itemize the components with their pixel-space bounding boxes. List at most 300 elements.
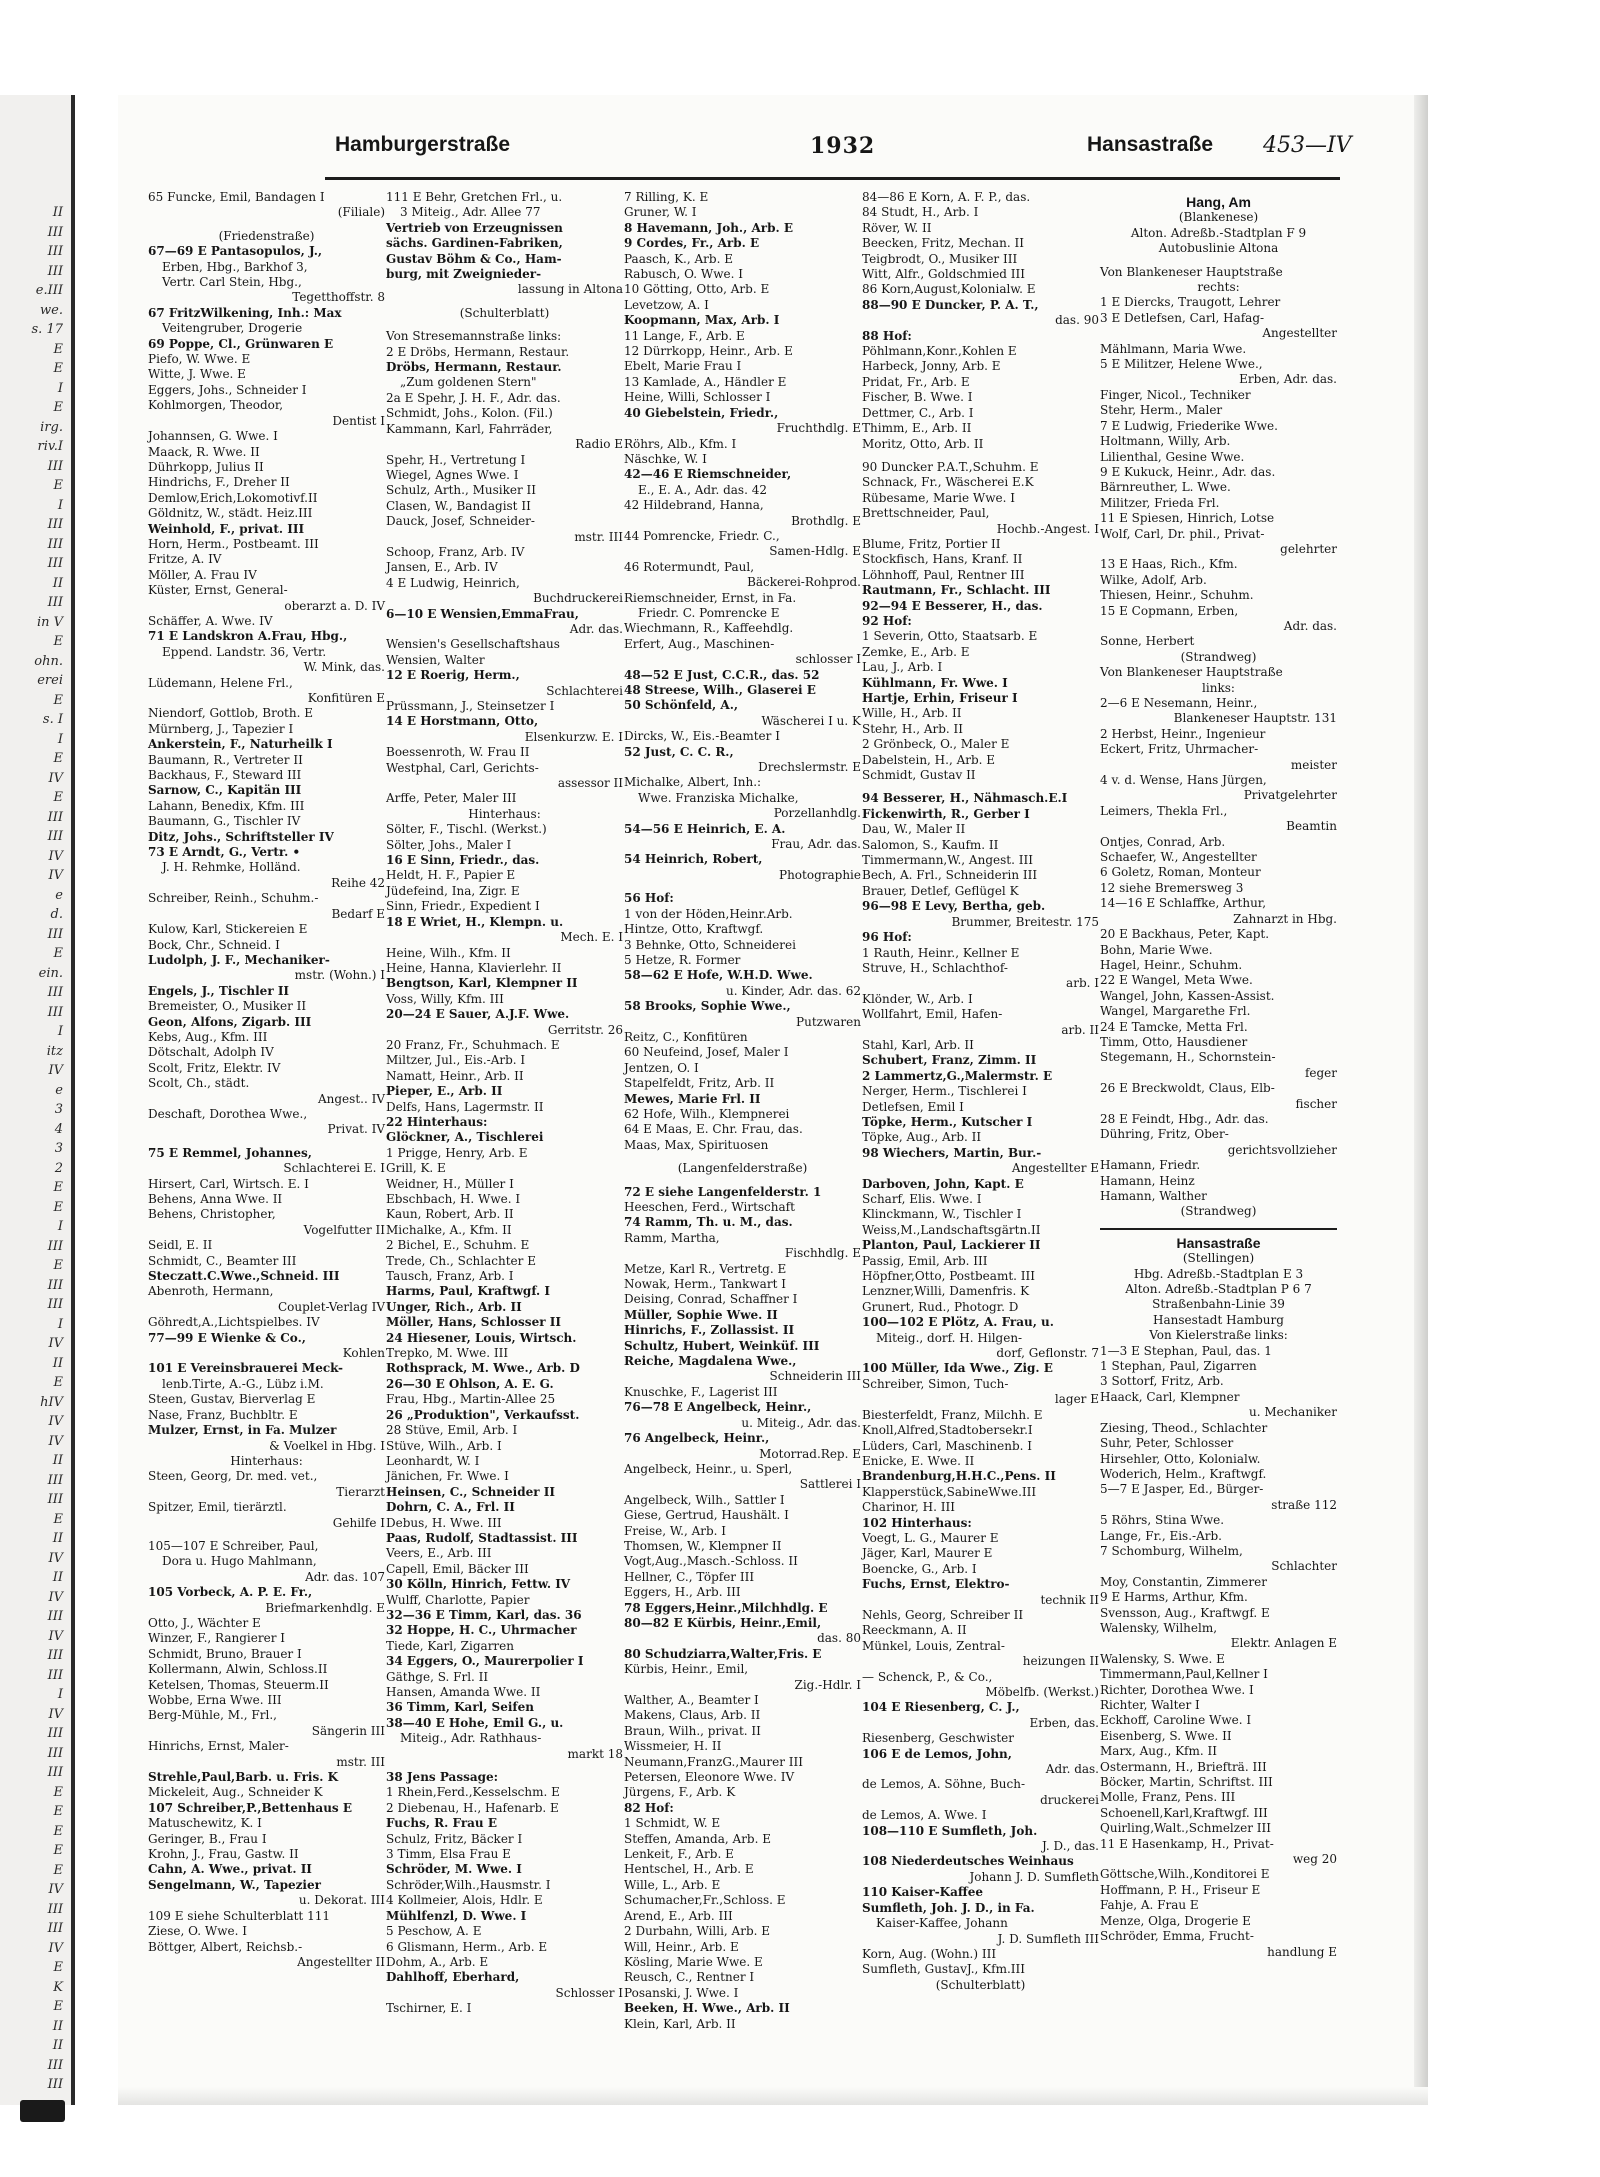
page-bottom-shade: [118, 2087, 1428, 2105]
prev-page-fragment: I: [57, 731, 63, 747]
prev-page-fragment: E: [53, 1843, 63, 1858]
directory-entry: (Schulterblatt): [935, 1977, 1026, 1992]
directory-entry: Niendorf, Gottlob, Broth. E: [148, 706, 313, 721]
directory-entry: Frau, Hbg., Martin-Allee 25: [386, 1392, 556, 1407]
directory-entry: 108—110 E Sumfleth, Joh.: [862, 1823, 1038, 1838]
directory-entry: Mählmann, Maria Wwe.: [1100, 341, 1247, 356]
directory-entry: Quirling,Walt.,Schmelzer III: [1100, 1821, 1271, 1836]
directory-entry: 4 Kollmeier, Alois, Hdlr. E: [386, 1893, 543, 1908]
directory-entry: Alton. Adreßb.-Stadtplan F 9: [1130, 225, 1307, 240]
directory-entry: 1 Prigge, Henry, Arb. E: [386, 1145, 528, 1160]
directory-entry: Scolt, Fritz, Elektr. IV: [148, 1060, 281, 1075]
directory-entry: [386, 298, 623, 306]
directory-entry: Göttsche,Wilh.,Konditorei E: [1100, 1867, 1270, 1882]
directory-entry: 84 Studt, H., Arb. I: [862, 205, 979, 220]
directory-entry: Eisenberg, S. Wwe. II: [1100, 1728, 1232, 1743]
directory-entry: 101 E Vereinsbrauerei Meck-: [148, 1361, 343, 1376]
directory-entry: 67 FritzWilkening, Inh.: Max: [148, 305, 342, 320]
directory-entry: Töpke, Aug., Arb. II: [862, 1130, 982, 1145]
directory-entry: Göldnitz, W., städt. Heiz.III: [148, 506, 313, 521]
directory-entry: 80 Schudziarra,Walter,Fris. E: [624, 1646, 822, 1661]
directory-entry: Angestellter II: [297, 1954, 385, 1969]
directory-entry: Steczatt.C.Wwe.,Schneid. III: [148, 1269, 340, 1284]
prev-page-fragment: itz: [46, 1043, 63, 1059]
prev-page-fragment: 4: [54, 1121, 63, 1137]
prev-page-fragment: II: [52, 2018, 63, 2034]
directory-entry: 26 „Produktion", Verkaufsst.: [386, 1407, 580, 1422]
directory-entry: Wissmeier, H. II: [624, 1739, 722, 1754]
directory-entry: Möller, Hans, Schlosser II: [386, 1315, 561, 1330]
directory-entry: Metze, Karl R., Vertretg. E: [624, 1261, 787, 1276]
directory-entry: 76 Angelbeck, Heinr.,: [624, 1431, 770, 1446]
directory-entry: Ontjes, Conrad, Arb.: [1100, 834, 1226, 849]
directory-entry: Arffe, Peter, Maler III: [386, 791, 517, 806]
prev-page-fragment: I: [57, 497, 63, 513]
directory-entry: Fischhdlg. E: [784, 1246, 861, 1261]
book-gutter-edge: [71, 95, 75, 2105]
directory-entry: 6 Goletz, Roman, Monteur: [1100, 865, 1261, 880]
directory-entry: Putzwaren: [796, 1014, 861, 1029]
directory-entry: Giese, Gertrud, Haushält. I: [624, 1508, 789, 1523]
directory-entry: 32—36 E Timm, Karl, das. 36: [386, 1607, 582, 1622]
directory-entry: 88 Hof:: [862, 328, 912, 343]
prev-page-fragment: in V: [36, 614, 63, 630]
directory-entry: (Friedenstraße): [218, 228, 315, 243]
directory-entry: [862, 452, 1099, 460]
directory-entry: Münkel, Louis, Zentral-: [862, 1638, 1005, 1653]
directory-entry: Eppend. Landstr. 36, Vertr.: [162, 644, 327, 659]
directory-entry: Lahann, Benedix, Kfm. III: [148, 798, 305, 813]
directory-entry: Reitz, C., Konfitüren: [624, 1029, 748, 1044]
directory-entry: 1—3 E Stephan, Paul, das. 1: [1100, 1343, 1272, 1358]
directory-entry: Beecken, Fritz, Mechan. II: [862, 236, 1024, 251]
directory-entry: Friedr. C. Pomrencke E: [638, 605, 780, 620]
directory-entry: Koopmann, Max, Arb. I: [624, 313, 780, 328]
directory-entry: Sarnow, C., Kapitän III: [148, 783, 302, 798]
prev-page-fragment: E: [53, 692, 63, 708]
directory-entry: Sängerin III: [311, 1723, 385, 1738]
directory-entry: Ramm, Martha,: [624, 1230, 720, 1245]
directory-entry: Adr. das.: [1283, 618, 1337, 633]
directory-entry: 1 von der Höden,Heinr.Arb.: [624, 906, 793, 921]
directory-entry: Weinhold, F., privat. III: [148, 521, 305, 536]
prev-page-fragment: III: [47, 1745, 63, 1761]
directory-entry: u. Miteig., Adr. das.: [741, 1415, 861, 1430]
directory-entry: Brummer, Breitestr. 175: [951, 914, 1099, 929]
prev-page-fragment: II: [52, 575, 63, 591]
directory-entry: Hinrichs, F., Zollassist. II: [624, 1323, 795, 1338]
directory-entry: 1 Rhein,Ferd.,Kesselschm. E: [386, 1785, 560, 1800]
directory-entry: [624, 1177, 861, 1185]
directory-entry: 108 Niederdeutsches Weinhaus: [862, 1854, 1074, 1869]
directory-entry: Dühring, Fritz, Ober-: [1100, 1127, 1229, 1142]
prev-page-fragment: E: [53, 946, 63, 961]
directory-entry: Steffen, Amanda, Arb. E: [624, 1831, 771, 1846]
directory-entry: Voegt, L. G., Maurer E: [862, 1530, 999, 1545]
directory-entry: Berg-Mühle, M., Frl.,: [148, 1708, 277, 1723]
directory-entry: Boessenroth, W. Frau II: [386, 745, 530, 760]
prev-page-fragment: III: [47, 595, 63, 610]
directory-entry: 11 E Spiesen, Hinrich, Lotse: [1100, 511, 1275, 526]
directory-entry: 24 E Tamcke, Metta Frl.: [1100, 1019, 1248, 1034]
directory-entry: Hinterhaus:: [230, 1453, 303, 1468]
directory-entry: 46 Rotermundt, Paul,: [624, 559, 755, 574]
directory-entry: Eggers, H., Arb. III: [624, 1585, 741, 1600]
directory-entry: Bremeister, O., Musiker II: [148, 999, 307, 1014]
prev-page-fragment: IV: [48, 1336, 63, 1351]
directory-entry: Hoffmann, P. H., Friseur E: [1100, 1882, 1261, 1897]
prev-page-fragment: III: [47, 244, 63, 259]
directory-entry: Elektr. Anlagen E: [1230, 1636, 1337, 1651]
directory-entry: gelehrter: [1280, 541, 1337, 556]
directory-entry: Paasch, K., Arb. E: [624, 251, 733, 266]
directory-entry: 92—94 E Besserer, H., das.: [862, 598, 1043, 613]
directory-entry: Thiesen, Heinr., Schuhm.: [1100, 588, 1254, 603]
directory-entry: 13 Kamlade, A., Händler E: [624, 374, 787, 389]
directory-entry: Prüssmann, J., Steinsetzer I: [386, 699, 555, 713]
prev-page-fragment: E: [53, 1511, 63, 1527]
directory-entry: Schneiderin III: [769, 1369, 861, 1384]
directory-entry: Nase, Franz, Buchbltr. E: [148, 1407, 298, 1422]
directory-entry: Engels, J., Tischler II: [148, 983, 290, 998]
directory-entry: Schreiber, Simon, Tuch-: [862, 1376, 1009, 1391]
directory-entry: Riemschneider, Ernst, in Fa.: [624, 590, 797, 605]
header-street-left: Hamburgerstraße: [335, 133, 511, 156]
directory-entry: technik II: [1040, 1592, 1099, 1607]
directory-entry: Boencke, G., Arb. I: [862, 1561, 977, 1576]
directory-entry: meister: [1290, 757, 1337, 772]
directory-entry: Angestellter E: [1011, 1161, 1099, 1176]
directory-entry: Sengelmann, W., Tapezier: [148, 1877, 321, 1892]
prev-page-fragment: E: [53, 751, 63, 766]
directory-entry: Walensky, S. Wwe. E: [1100, 1651, 1225, 1666]
directory-entry: Ziese, O. Wwe. I: [148, 1924, 248, 1939]
directory-entry: Brandenburg,H.H.C.,Pens. II: [862, 1469, 1056, 1484]
directory-entry: Will, Heinr., Arb. E: [624, 1939, 739, 1954]
directory-entry: Korn, Aug. (Wohn.) III: [862, 1946, 997, 1961]
directory-entry: 102 Hinterhaus:: [862, 1515, 972, 1530]
directory-entry: Haack, Carl, Klempner: [1100, 1389, 1240, 1404]
directory-entry: Backhaus, F., Steward III: [148, 768, 302, 783]
directory-entry: J. H. Rehmke, Holländ.: [162, 860, 301, 875]
directory-entry: Dabelstein, H., Arb. E: [862, 752, 996, 767]
directory-entry: Tiede, Karl, Zigarren: [386, 1638, 514, 1653]
directory-entry: Neumann,FranzG.,Maurer III: [624, 1754, 803, 1769]
directory-entry: Klinckmann, W., Tischler I: [862, 1207, 1022, 1222]
directory-entry: Steen, Gustav, Bierverlag E: [148, 1392, 316, 1407]
directory-entry: feger: [1304, 1065, 1337, 1080]
directory-entry: Pieper, E., Arb. II: [386, 1084, 503, 1099]
directory-entry: rechts:: [1197, 280, 1240, 295]
directory-entry: Baumann, G., Tischler IV: [148, 814, 301, 829]
directory-entry: Wille, L., Arb. E: [624, 1877, 721, 1892]
directory-entry: Sumfleth, Joh. J. D., in Fa.: [862, 1900, 1035, 1915]
directory-entry: 28 Stüve, Emil, Arb. I: [386, 1423, 518, 1438]
directory-entry: Heine, Willi, Schlosser I: [624, 390, 771, 405]
directory-entry: Harbeck, Jonny, Arb. E: [862, 359, 1001, 374]
directory-entry: [386, 321, 623, 329]
directory-entry: Wiechmann, R., Kaffeehdlg.: [624, 621, 794, 636]
directory-entry: Detlefsen, Emil I: [862, 1099, 964, 1114]
directory-entry: Wangel, Margarethe Frl.: [1100, 1004, 1251, 1019]
directory-entry: Eckhoff, Caroline Wwe. I: [1100, 1713, 1252, 1728]
directory-entry: Kösling, Marie Wwe. E: [624, 1954, 763, 1969]
directory-entry: 48 Streese, Wilh., Glaserei E: [624, 683, 816, 697]
directory-entry: Reeckmann, A. II: [862, 1623, 967, 1638]
directory-entry: Petersen, Eleonore Wwe. IV: [624, 1770, 795, 1785]
directory-entry: gerichtsvollzieher: [1227, 1142, 1337, 1157]
directory-entry: Svensson, Aug., Kraftwgf. E: [1100, 1605, 1270, 1620]
directory-entry: Timmermann,W., Angest. III: [862, 853, 1033, 868]
directory-entry: 90 Duncker P.A.T.,Schuhm. E: [862, 459, 1039, 474]
directory-entry: Reusch, C., Rentner I: [624, 1970, 755, 1985]
directory-entry: 62 Hofe, Wilh., Klempnerei: [624, 1106, 790, 1121]
directory-entry: Erben, Adr. das.: [1239, 372, 1337, 387]
directory-entry: 10 Götting, Otto, Arb. E: [624, 282, 770, 297]
directory-entry: handlung E: [1267, 1944, 1337, 1959]
prev-page-fragment: IV: [48, 1628, 63, 1644]
directory-entry: Debus, H. Wwe. III: [386, 1515, 502, 1530]
directory-entry: Menze, Olga, Drogerie E: [1100, 1913, 1251, 1928]
directory-entry: Maas, Max, Spirituosen: [624, 1137, 769, 1152]
directory-entry: E., E. A., Adr. das. 42: [638, 482, 767, 497]
directory-entry: Dora u. Hugo Mahlmann,: [162, 1554, 317, 1569]
directory-entry: (Blankenese): [1178, 210, 1259, 225]
directory-entry: Stapelfeldt, Fritz, Arb. II: [624, 1076, 775, 1091]
directory-entry: 2 E Dröbs, Hermann, Restaur.: [386, 344, 570, 359]
directory-entry: lager E: [1054, 1392, 1099, 1407]
directory-entry: 92 Hof:: [862, 613, 912, 628]
directory-entry: Hamann, Friedr.: [1100, 1158, 1201, 1173]
directory-entry: Fuchs, R. Frau E: [386, 1816, 497, 1831]
directory-entry: Witte, J. Wwe. E: [148, 367, 246, 382]
prev-page-fragment: III: [47, 1297, 63, 1312]
prev-page-fragment: III: [47, 1648, 63, 1663]
directory-entry: Fischer, B. Wwe. I: [862, 390, 973, 405]
directory-entry: Schultz, Hubert, Weinküf. III: [624, 1338, 820, 1353]
directory-entry: Löhnhoff, Paul, Rentner III: [862, 567, 1025, 582]
directory-entry: Schäffer, A. Wwe. IV: [148, 613, 273, 628]
directory-entry: Deschaft, Dorothea Wwe.,: [148, 1106, 308, 1121]
directory-entry: 1 Stephan, Paul, Zigarren: [1100, 1359, 1257, 1374]
prev-page-fragment: III: [47, 1238, 63, 1254]
prev-page-fragment: II: [52, 2038, 63, 2053]
directory-entry: Marx, Aug., Kfm. II: [1100, 1744, 1217, 1759]
directory-entry: Pridat, Fr., Arb. E: [862, 374, 970, 389]
directory-entry: Eckert, Fritz, Uhrmacher-: [1100, 742, 1259, 757]
directory-entry: Schröder, Emma, Frucht-: [1100, 1929, 1254, 1944]
directory-entry: assessor II: [557, 776, 623, 791]
directory-entry: Seidl, E. II: [148, 1238, 213, 1253]
directory-entry: Straßenbahn-Linie 39: [1152, 1297, 1285, 1312]
directory-entry: Sölter, F., Tischl. (Werkst.): [386, 822, 547, 837]
directory-entry: 52 Just, C. C. R.,: [624, 744, 734, 759]
directory-entry: Maack, R. Wwe. II: [148, 444, 260, 459]
directory-entry: Heine, Hanna, Klavierlehr. II: [386, 960, 562, 975]
directory-entry: Schlachterei E. I: [283, 1161, 385, 1176]
prev-page-fragment: E: [53, 1180, 63, 1195]
directory-entry: Dröbs, Hermann, Restaur.: [386, 360, 562, 375]
directory-entry: (Stellingen): [1182, 1251, 1255, 1266]
directory-entry: 38 Jens Passage:: [386, 1770, 499, 1785]
directory-entry: Von Kielerstraße links:: [1149, 1328, 1288, 1343]
header-rule: [325, 177, 1340, 180]
directory-entry: Rautmann, Fr., Schlacht. III: [862, 583, 1051, 598]
prev-page-fragment: II: [52, 205, 63, 220]
directory-entry: 111 E Behr, Gretchen Frl., u.: [386, 190, 563, 204]
directory-entry: markt 18: [567, 1746, 623, 1761]
directory-entry: Alton. Adreßb.-Stadtplan P 6 7: [1125, 1282, 1312, 1297]
prev-page-fragment: e.III: [35, 283, 63, 298]
directory-entry: 106 E de Lemos, John,: [862, 1746, 1012, 1761]
prev-page-fragment: III: [47, 224, 63, 240]
directory-entry: Mewes, Marie Frl. II: [624, 1091, 761, 1106]
directory-entry: Thimm, E., Arb. II: [862, 421, 972, 436]
prev-page-fragment: IV: [48, 1706, 63, 1722]
directory-entry: Schubert, Franz, Zimm. II: [862, 1053, 1037, 1068]
directory-entry: 4 E Ludwig, Heinrich,: [386, 575, 520, 590]
directory-entry: Gruner, W. I: [624, 205, 697, 220]
directory-entry: Schlosser I: [555, 1985, 623, 2000]
directory-entry: Hindrichs, F., Dreher II: [148, 475, 290, 490]
directory-entry: Kammann, Karl, Fahrräder,: [386, 421, 553, 436]
directory-entry: 64 E Maas, E. Chr. Frau, das.: [624, 1122, 803, 1137]
directory-entry: Wilke, Adolf, Arb.: [1100, 572, 1207, 587]
directory-entry: 80—82 E Kürbis, Heinr.,Emil,: [624, 1615, 822, 1630]
directory-entry: Kaiser-Kaffee, Johann: [876, 1916, 1008, 1931]
directory-entry: 14—16 E Schlaffke, Arthur,: [1100, 896, 1267, 911]
directory-entry: Brauer, Detlef, Geflügel K: [862, 883, 1019, 898]
directory-entry: Sinn, Friedr., Expedient I: [386, 899, 540, 914]
directory-entry: Gehilfe I: [332, 1515, 385, 1530]
directory-entry: [386, 1762, 623, 1770]
directory-entry: Militzer, Frieda Frl.: [1100, 495, 1220, 510]
directory-entry: Sonne, Herbert: [1100, 634, 1195, 649]
prev-page-fragment: ein.: [38, 965, 63, 981]
directory-entry: 5—7 E Jasper, Ed., Bürger-: [1100, 1482, 1264, 1497]
directory-entry: 2 Bichel, E., Schuhm. E: [386, 1238, 530, 1253]
directory-entry: Hellner, C., Töpfer III: [624, 1569, 755, 1584]
directory-entry: 110 Kaiser-Kaffee: [862, 1885, 984, 1900]
directory-entry: Ludolph, J. F., Mechaniker-: [148, 952, 330, 967]
directory-entry: 94 Besserer, H., Nähmasch.E.I: [862, 791, 1068, 806]
prev-page-fragment: IV: [48, 1589, 63, 1605]
directory-entry: Wensien's Gesellschaftshaus: [386, 637, 560, 652]
prev-page-fragment: e: [55, 887, 63, 903]
directory-entry: Hirsert, Carl, Wirtsch. E. I: [148, 1176, 309, 1191]
directory-entry: 7 E Ludwig, Friederike Wwe.: [1100, 418, 1278, 433]
prev-page-fragment: III: [47, 2077, 63, 2092]
directory-entry: 58—62 E Hofe, W.H.D. Wwe.: [624, 968, 813, 983]
directory-entry: W. Mink, das.: [303, 660, 385, 675]
prev-page-fragment: I: [57, 1687, 63, 1702]
directory-entry: Reihe 42: [331, 875, 385, 890]
directory-entry: 20 Franz, Fr., Schuhmach. E: [386, 1037, 560, 1052]
directory-entry: Michalke, A., Kfm. II: [386, 1222, 512, 1237]
directory-entry: 11 Lange, F., Arb. E: [624, 328, 745, 343]
directory-entry: 15 E Copmann, Erben,: [1100, 603, 1239, 618]
directory-entry: 3 Miteig., Adr. Allee 77: [400, 205, 541, 220]
directory-entry: 16 E Sinn, Friedr., das.: [386, 853, 540, 868]
directory-entry: Fuchs, Ernst, Elektro-: [862, 1577, 1010, 1592]
directory-entry: Bäckerei-Rohprod.: [747, 575, 861, 590]
prev-page-fragment: E: [53, 1375, 63, 1390]
directory-entry: Heinsen, C., Schneider II: [386, 1484, 555, 1499]
directory-entry: 30 Kölln, Hinrich, Fettw. IV: [386, 1577, 571, 1592]
directory-entry: 9 Cordes, Fr., Arb. E: [624, 236, 760, 251]
directory-entry: 2—6 E Nesemann, Heinr.,: [1100, 696, 1258, 710]
directory-entry: Elsenkurzw. E. I: [524, 729, 623, 744]
directory-entry: de Lemos, A. Wwe. I: [862, 1808, 987, 1823]
prev-page-fragment: III: [47, 985, 63, 1000]
directory-entry: Nehls, Georg, Schreiber II: [862, 1607, 1024, 1622]
directory-entry: das. 80: [817, 1631, 861, 1646]
directory-entry: 34 Eggers, O., Maurerpolier I: [386, 1654, 584, 1669]
directory-entry: Sumfleth, GustavJ., Kfm.III: [862, 1962, 1025, 1977]
directory-entry: 100—102 E Plötz, A. Frau, u.: [862, 1315, 1054, 1330]
directory-entry: Hagel, Heinr., Schuhm.: [1100, 957, 1243, 972]
directory-entry: Lüders, Carl, Maschinenb. I: [862, 1438, 1033, 1453]
directory-entry: 3 E Detlefsen, Carl, Hafag-: [1100, 310, 1265, 325]
directory-entry: 32 Hoppe, H. C., Uhrmacher: [386, 1623, 577, 1638]
directory-entry: Enicke, E. Wwe. II: [862, 1453, 975, 1468]
directory-entry: Beeken, H. Wwe., Arb. II: [624, 2001, 790, 2016]
prev-page-fragment: hIV: [40, 1394, 63, 1410]
directory-entry: Hentschel, H., Arb. E: [624, 1862, 754, 1877]
directory-entry: Fruchthdlg. E: [776, 421, 861, 436]
directory-entry: Moritz, Otto, Arb. II: [862, 436, 984, 451]
directory-entry: u. Kinder, Adr. das. 62: [725, 983, 861, 998]
directory-entry: Schulz, Arth., Musiker II: [386, 483, 536, 498]
directory-entry: Frau, Adr. das.: [771, 837, 861, 852]
prev-page-fragment: E: [53, 1258, 63, 1273]
directory-entry: Leonhardt, W. I: [386, 1453, 480, 1468]
directory-entry: Jäger, Karl, Maurer E: [862, 1546, 993, 1561]
directory-entry: lenb.Tirte, A.-G., Lübz i.M.: [162, 1376, 324, 1391]
directory-entry: 3 Sottorf, Fritz, Arb.: [1100, 1374, 1224, 1389]
directory-entry: Dohm, A., Arb. E: [386, 1954, 489, 1969]
prev-page-fragment: III: [47, 1921, 63, 1936]
directory-entry: arb. II: [1061, 1022, 1099, 1037]
header-page-number: 453—IV: [1263, 133, 1352, 158]
directory-entry: Von Blankeneser Hauptstraße: [1100, 264, 1283, 279]
directory-entry: 40 Giebelstein, Friedr.,: [624, 405, 779, 420]
directory-entry: Richter, Walter I: [1100, 1698, 1200, 1712]
directory-entry: Knuschke, F., Lagerist III: [624, 1384, 778, 1399]
prev-page-fragment: I: [57, 1316, 63, 1332]
directory-entry: [862, 783, 1099, 791]
directory-entry: Böttger, Albert, Reichsb.-: [148, 1939, 303, 1954]
directory-entry: Stehr, Herm., Maler: [1100, 403, 1223, 418]
directory-entry: Paas, Rudolf, Stadtassist. III: [386, 1530, 578, 1545]
directory-entry: 67—69 E Pantasopulos, J.,: [148, 244, 323, 259]
prev-page-fragment: IV: [48, 1063, 63, 1078]
directory-entry: (Strandweg): [1180, 649, 1257, 664]
directory-entry: Timm, Otto, Hausdiener: [1100, 1034, 1248, 1049]
directory-entry: Röhrs, Alb., Kfm. I: [624, 436, 737, 451]
prev-page-fragment: III: [47, 829, 63, 844]
directory-entry: Reiche, Magdalena Wwe.,: [624, 1354, 797, 1369]
directory-entry: 54—56 E Heinrich, E. A.: [624, 821, 786, 836]
column-4: [862, 190, 1099, 1990]
directory-entry: Freise, W., Arb. I: [624, 1523, 727, 1538]
directory-entry: Gäthge, S. Frl. II: [386, 1669, 489, 1684]
directory-entry: Spitzer, Emil, tierärztl.: [148, 1500, 287, 1515]
directory-entry: Porzellanhdlg.: [773, 806, 861, 821]
directory-entry: Finger, Nicol., Techniker: [1100, 387, 1251, 402]
directory-entry: straße 112: [1271, 1497, 1337, 1512]
directory-entry: mstr. III: [574, 529, 623, 544]
